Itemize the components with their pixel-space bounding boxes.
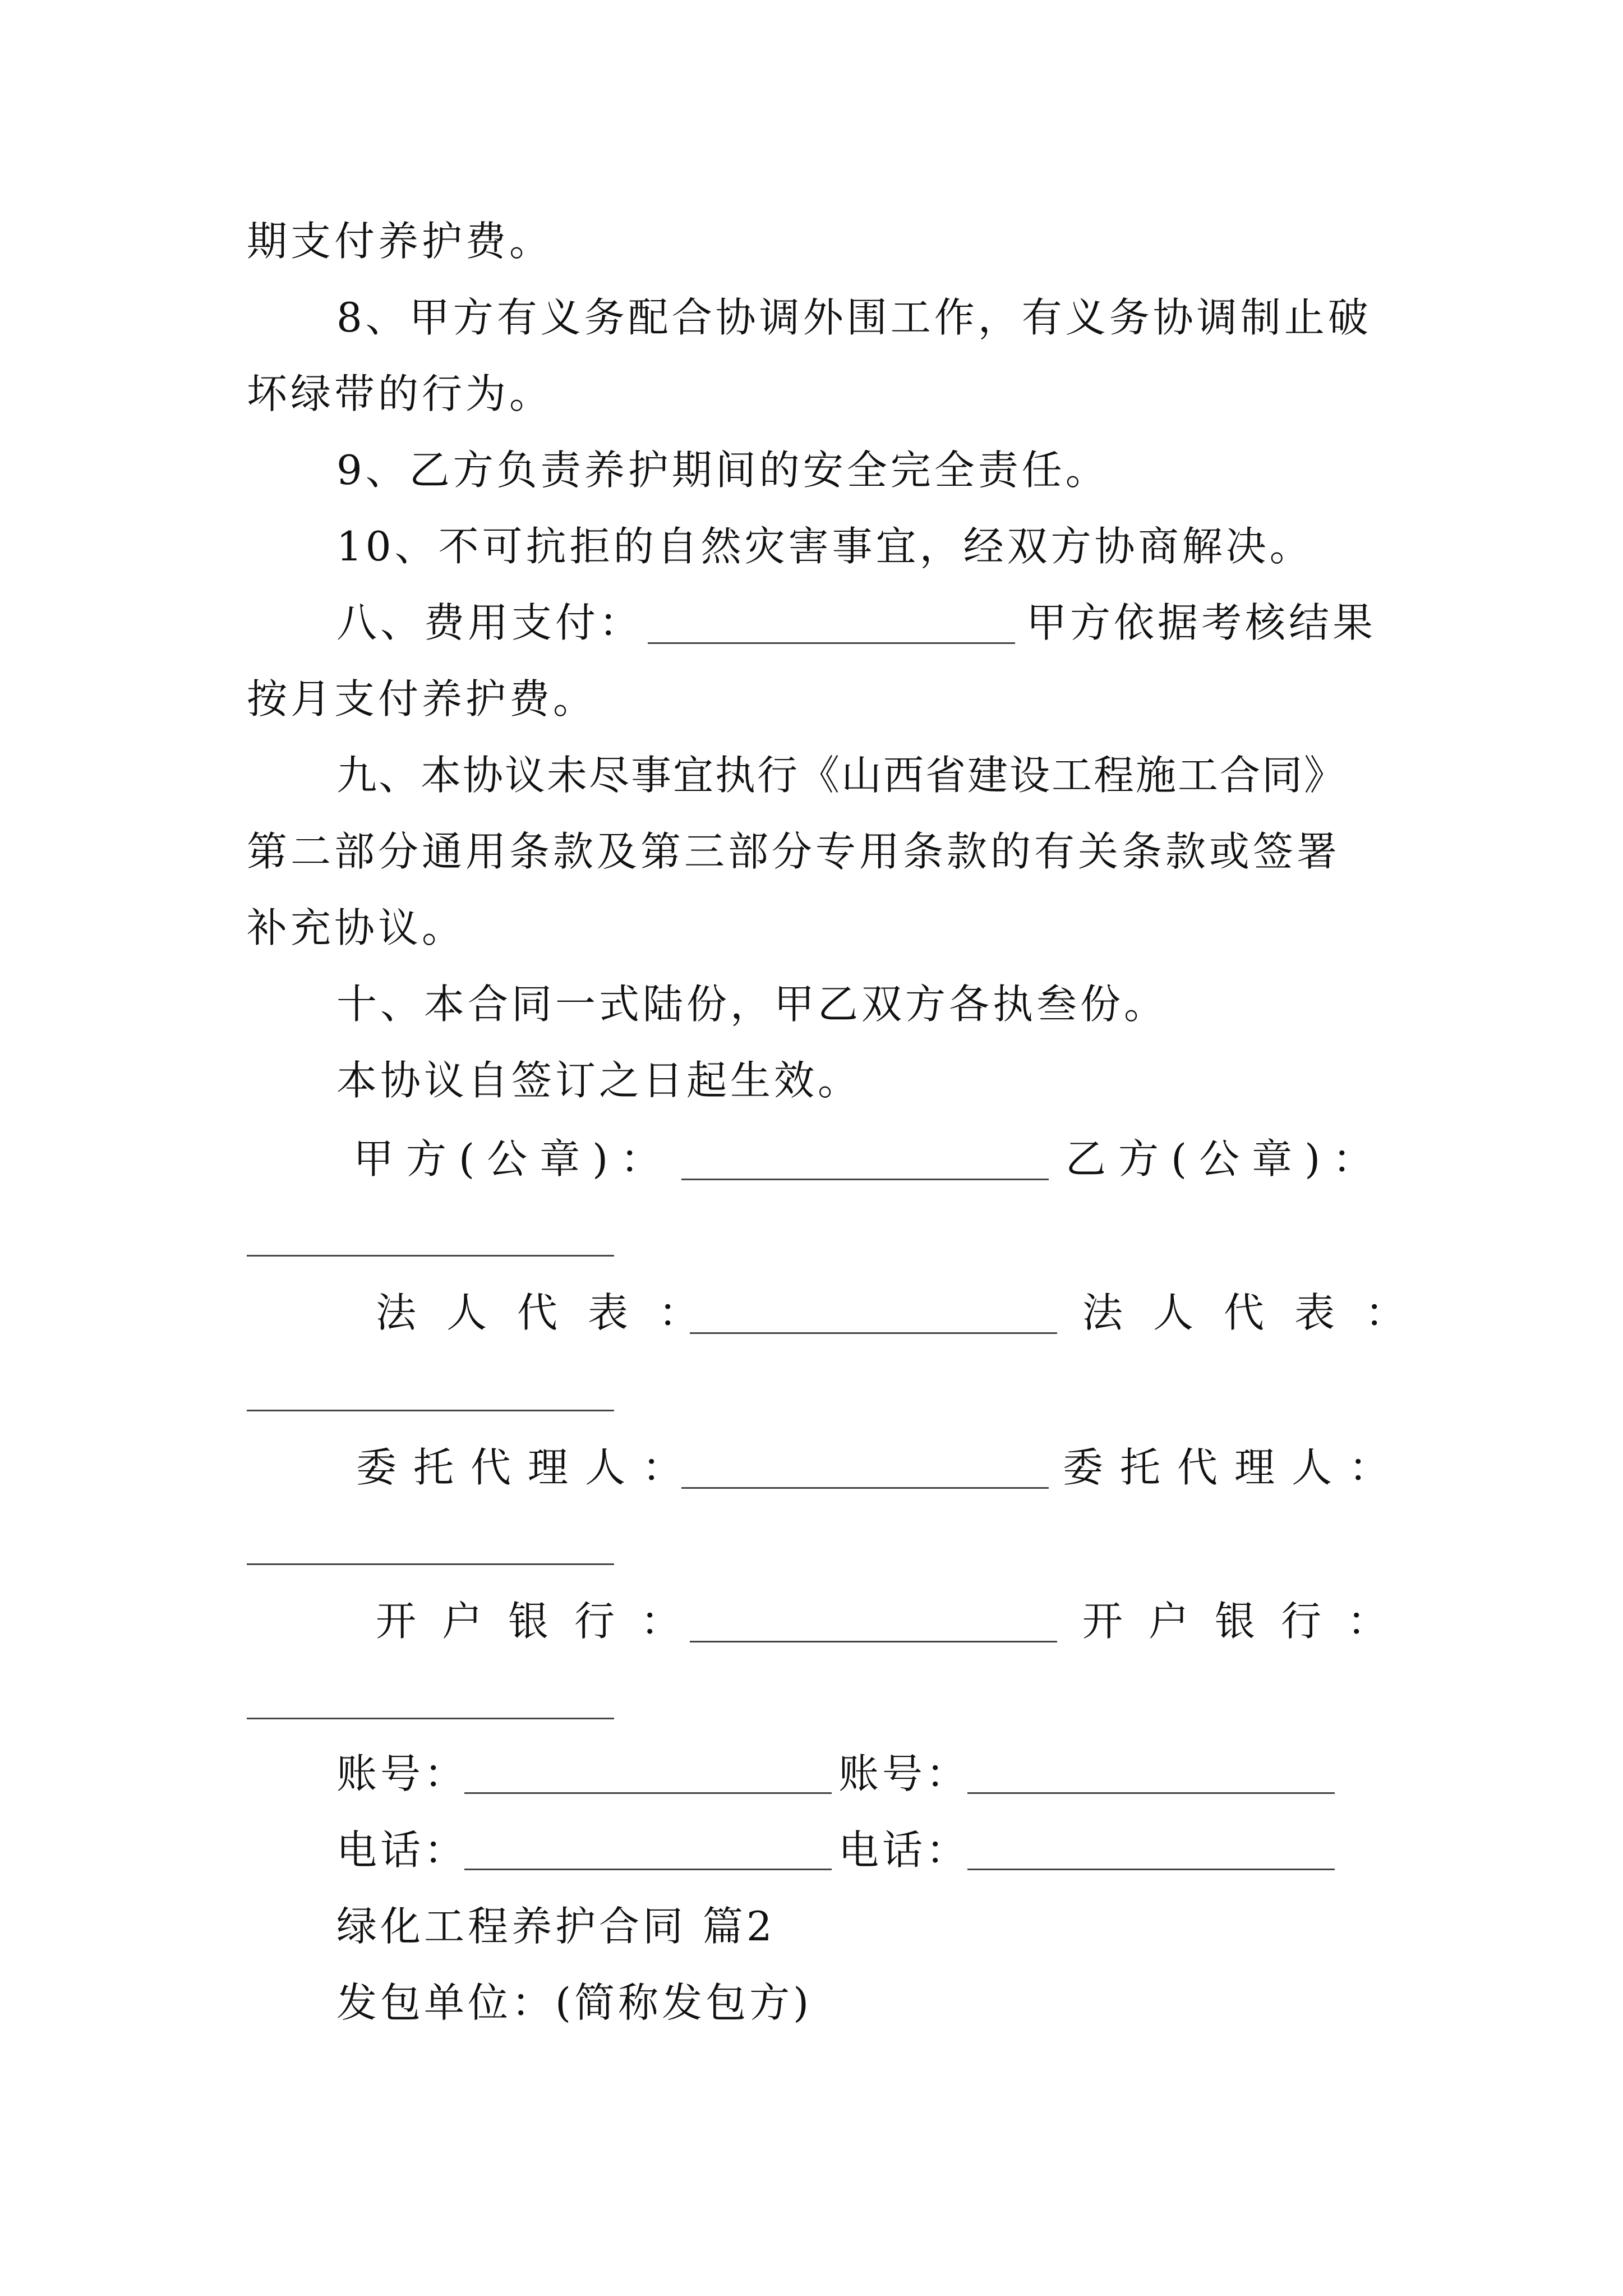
account-b-label: 账号：: [838, 1750, 970, 1797]
section-8-label: 八、费用支付：: [336, 599, 643, 646]
agent-a-blank[interactable]: [681, 1487, 1049, 1489]
bank-a-blank[interactable]: [690, 1641, 1057, 1642]
party-a-seal-label: 甲方(公章)：: [353, 1135, 674, 1182]
bank-b-blank[interactable]: [247, 1718, 614, 1719]
party-b-seal-label: 乙方(公章)：: [1066, 1135, 1386, 1182]
legal-rep-a-label: 法人代表：: [376, 1289, 730, 1336]
legal-rep-a-blank[interactable]: [690, 1332, 1057, 1334]
effective-clause: 本协议自签订之日起生效。: [336, 1057, 862, 1104]
section-9-line-1: 九、本协议未尽事宜执行《山西省建设工程施工合同》: [336, 752, 1347, 799]
payment-blank-line[interactable]: [648, 642, 1015, 644]
paragraph-continuation: 期支付养护费。: [247, 218, 554, 265]
party-a-seal-blank[interactable]: [681, 1179, 1049, 1180]
section-8-line-2: 按月支付养护费。: [247, 675, 597, 723]
legal-rep-b-label: 法人代表：: [1082, 1289, 1436, 1336]
agent-a-label: 委托代理人：: [356, 1444, 700, 1491]
account-a-label: 账号：: [336, 1750, 468, 1797]
phone-b-label: 电话：: [838, 1826, 970, 1874]
clause-9: 9、乙方负责养护期间的安全完全责任。: [336, 447, 1109, 494]
next-section-title: 绿化工程养护合同 篇2: [336, 1903, 776, 1950]
section-8-tail: 甲方依据考核结果: [1026, 599, 1377, 646]
clause-8-line-2: 坏绿带的行为。: [247, 370, 554, 417]
clause-8-line-1: 8、甲方有义务配合协调外围工作，有义务协调制止破: [336, 294, 1372, 341]
contractor-line: 发包单位：(简称发包方): [336, 1979, 813, 2026]
section-9-line-3: 补充协议。: [247, 904, 466, 951]
account-b-blank[interactable]: [967, 1792, 1335, 1794]
phone-a-label: 电话：: [336, 1826, 468, 1874]
bank-b-label: 开户银行：: [1082, 1598, 1414, 1645]
account-a-blank[interactable]: [464, 1792, 832, 1794]
bank-a-label: 开户银行：: [376, 1598, 707, 1645]
section-10: 十、本合同一式陆份，甲乙双方各执叁份。: [336, 981, 1168, 1028]
agent-b-blank[interactable]: [247, 1563, 614, 1565]
phone-b-blank[interactable]: [967, 1869, 1335, 1870]
legal-rep-b-blank[interactable]: [247, 1410, 614, 1411]
section-9-line-2: 第二部分通用条款及第三部分专用条款的有关条款或签署: [247, 828, 1341, 875]
party-b-seal-blank[interactable]: [247, 1255, 614, 1257]
phone-a-blank[interactable]: [464, 1869, 832, 1870]
agent-b-label: 委托代理人：: [1063, 1444, 1407, 1491]
clause-10: 10、不可抗拒的自然灾害事宜，经双方协商解决。: [336, 523, 1313, 570]
